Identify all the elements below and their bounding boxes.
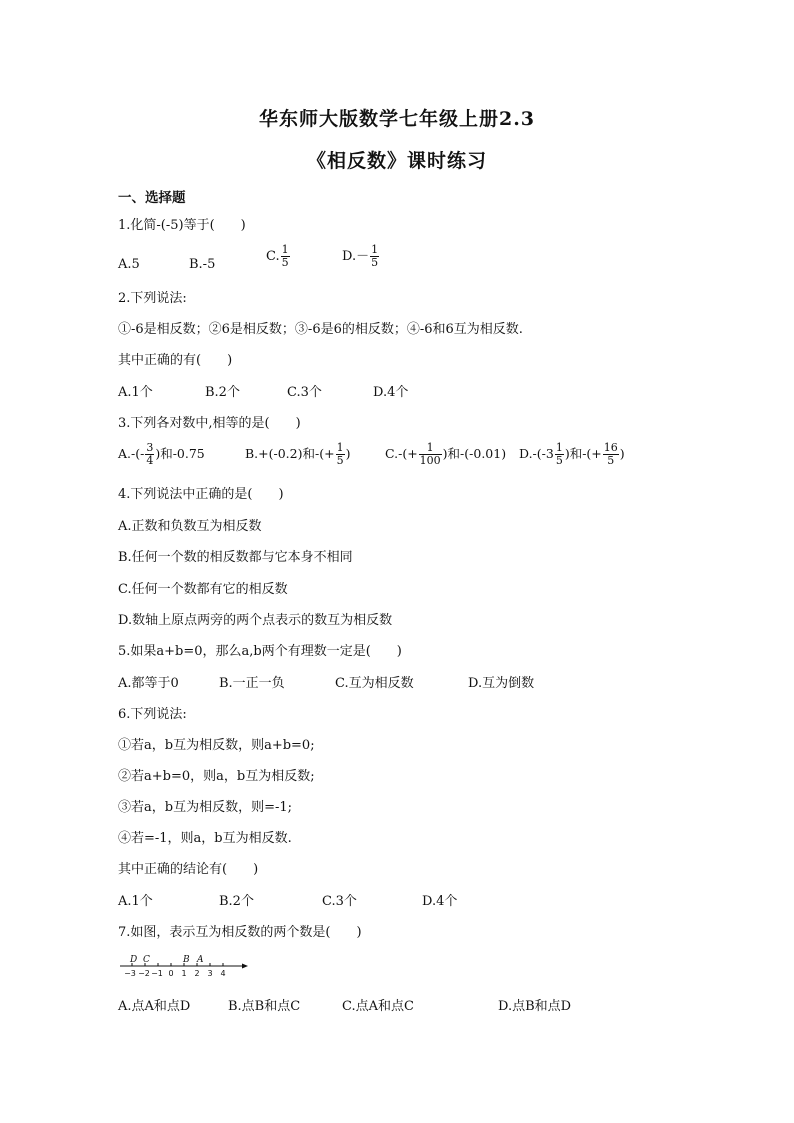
q7-option-d: D.点B和点D: [498, 999, 572, 1014]
title-line-1: 华东师大版数学七年级上册2.3: [258, 108, 536, 130]
q3-option-c: [385, 442, 506, 467]
fraction-numerator: 1: [371, 243, 379, 256]
q6-statement-2: ②若a+b=0，则a，b互为相反数;: [118, 769, 315, 784]
tick-label: 0: [168, 969, 174, 978]
number-line-arrow: [242, 964, 248, 969]
tick-label: 1: [181, 969, 187, 978]
q3-option-a-pre: A.-(-: [118, 446, 145, 461]
q1-option-c-fraction: [281, 244, 290, 269]
q6-option-c: C.3个: [322, 894, 357, 909]
q3-option-b-post: ): [345, 446, 351, 461]
tick-label: −3: [124, 969, 136, 978]
question-6-stem: 6.下列说法:: [118, 707, 187, 722]
fraction-denominator: 5: [555, 454, 563, 467]
q2-option-d: D.4个: [373, 385, 409, 400]
fraction-denominator: 5: [371, 256, 379, 269]
fraction-denominator: 4: [146, 454, 154, 467]
q5-option-a: A.都等于0: [118, 676, 179, 691]
q3-option-a-post: )和-0.75: [155, 446, 205, 461]
q4-option-c: C.任何一个数都有它的相反数: [118, 582, 288, 597]
tick-label: −2: [138, 969, 150, 978]
q3-option-b-pre: B.+(-0.2)和-(+: [245, 446, 335, 461]
q6-option-b: B.2个: [219, 894, 254, 909]
q6-statement-1: ①若a，b互为相反数，则a+b=0;: [118, 738, 315, 753]
q6-option-d: D.4个: [422, 894, 458, 909]
q6-option-a: A.1个: [118, 894, 153, 909]
question-6-prompt: 其中正确的结论有( ): [118, 862, 259, 877]
question-2-items: ①-6是相反数；②6是相反数；③-6是6的相反数；④-6和6互为相反数.: [118, 322, 523, 337]
title-line-2: 《相反数》课时练习: [306, 150, 487, 172]
q3-option-d-mid: )和-(+: [564, 446, 602, 461]
question-1-stem: 1.化简-(-5)等于( ): [118, 218, 246, 233]
tick-label: −1: [151, 969, 163, 978]
question-4-stem: 4.下列说法中正确的是( ): [118, 487, 284, 502]
q4-option-d: D.数轴上原点两旁的两个点表示的数互为相反数: [118, 613, 393, 628]
fraction-numerator: 3: [146, 441, 154, 454]
question-7-stem: 7.如图，表示互为相反数的两个数是( ): [118, 925, 362, 940]
q3-option-a: [118, 442, 205, 467]
q3-option-c-pre: C.-(+: [385, 446, 418, 461]
question-2-prompt: 其中正确的有( ): [118, 353, 233, 368]
point-label-c: C: [143, 955, 150, 965]
q1-option-d-fraction: [370, 244, 379, 269]
question-2-stem: 2.下列说法:: [118, 291, 187, 306]
tick-label: 3: [207, 969, 213, 978]
q1-option-c: [266, 244, 291, 269]
question-3-stem: 3.下列各对数中,相等的是( ): [118, 416, 301, 431]
q3-option-c-post: )和-(-0.01): [442, 446, 507, 461]
q1-option-d: [342, 244, 380, 269]
q7-option-c: C.点A和点C: [342, 999, 414, 1014]
q1-option-c-label: C.: [266, 249, 280, 264]
q3-option-b-fraction: [336, 442, 345, 467]
q6-statement-4: ④若=-1，则a，b互为相反数.: [118, 831, 292, 846]
q3-option-b: [245, 442, 350, 467]
question-5-stem: 5.如果a+b=0，那么a,b两个有理数一定是( ): [118, 644, 402, 659]
q3-option-c-fraction: [419, 442, 442, 467]
q3-option-a-fraction: [145, 442, 154, 467]
fraction-denominator: 5: [336, 454, 344, 467]
number-line-figure: [118, 953, 250, 979]
fraction-denominator: 5: [607, 454, 615, 467]
q5-option-d: D.互为倒数: [468, 676, 535, 691]
q5-option-b: B.一正一负: [219, 676, 285, 691]
point-label-d: D: [130, 955, 138, 965]
q6-statement-3: ③若a，b互为相反数，则=-1;: [118, 800, 293, 815]
tick-label: 4: [220, 969, 226, 978]
q7-option-b: B.点B和点C: [228, 999, 301, 1014]
tick-label: 2: [194, 969, 200, 978]
fraction-numerator: 16: [603, 441, 618, 454]
q3-option-d-fraction-2: [603, 442, 619, 467]
q5-option-c: C.互为相反数: [335, 676, 414, 691]
q1-option-d-label: D.－: [342, 249, 370, 264]
fraction-numerator: 1: [281, 243, 289, 256]
q7-option-a: A.点A和点D: [118, 999, 191, 1014]
section-heading: 一、选择题: [118, 190, 186, 206]
q4-option-b: B.任何一个数的相反数都与它本身不相同: [118, 550, 353, 565]
q3-option-d-fraction-1: [555, 442, 564, 467]
fraction-denominator: 5: [281, 256, 289, 269]
q3-option-d-pre: D.-(-3: [519, 446, 554, 461]
q4-option-a: A.正数和负数互为相反数: [118, 519, 262, 534]
q1-option-a: A.5: [118, 257, 140, 272]
q2-option-c: C.3个: [287, 385, 322, 400]
fraction-numerator: 1: [419, 442, 442, 455]
fraction-numerator: 1: [336, 441, 344, 454]
q3-option-d-post: ): [619, 446, 625, 461]
point-label-b: B: [183, 955, 190, 965]
q2-option-a: A.1个: [118, 385, 153, 400]
q3-option-d: [519, 442, 625, 467]
point-label-a: A: [197, 955, 204, 965]
fraction-numerator: 1: [555, 441, 563, 454]
fraction-denominator: 100: [419, 454, 441, 467]
q2-option-b: B.2个: [205, 385, 240, 400]
q1-option-b: B.-5: [189, 257, 216, 272]
